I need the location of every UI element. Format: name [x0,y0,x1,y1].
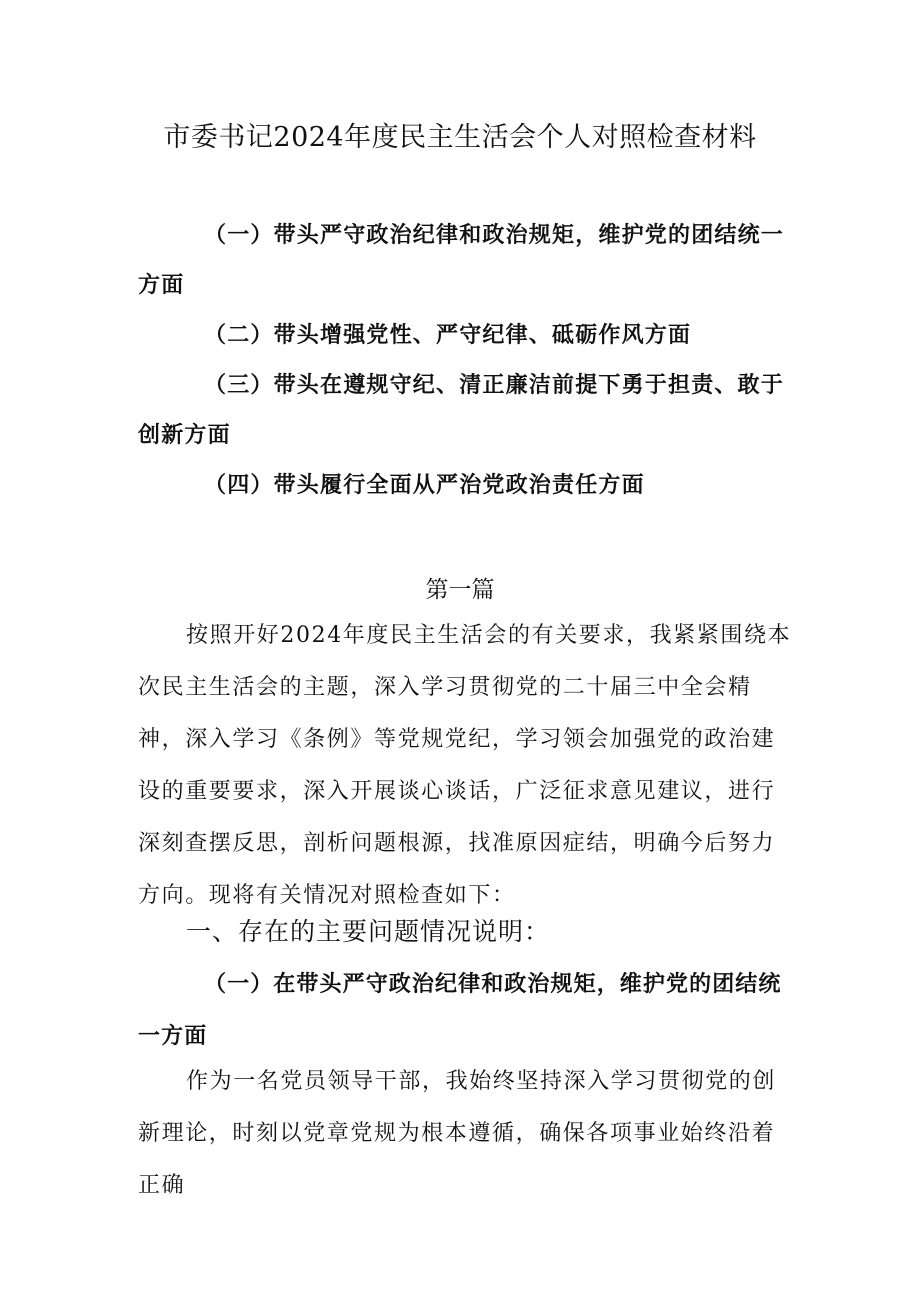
section-title: 第一篇 [425,577,495,603]
outline-item-3: （三）带头在遵规守纪、清正廉洁前提下勇于担责、敢于创新方面 [138,372,785,448]
document-title: 市委书记2024年度民主生活会个人对照检查材料 [163,122,757,153]
subheading-block [138,958,794,1062]
paragraph-2: 作为一名党员领导干部，我始终坚持深入学习贯彻党的创新理论，时刻以党章党规为根本遵循，确保各项事业始终沿着正确 [138,1069,777,1198]
heading-main-issues: 一、存在的主要问题情况说明： [186,917,551,946]
paragraph-2-block [138,1056,798,1212]
outline-list [138,210,794,510]
outline-item-4: （四）带头履行全面从严治党政治责任方面 [204,472,645,498]
outline-item-2: （二）带头增强党性、严守纪律、砥砺作风方面 [204,322,692,348]
intro-paragraph-block [138,610,798,922]
intro-paragraph: 按照开好2024年度民主生活会的有关要求，我紧紧围绕本次民主生活会的主题，深入学习贯彻党的二十届三中全会精神，深入学习《条例》等党规党纪，学习领会加强党的政治建设的重要要求，深入开展谈心谈话，广泛征求意见建议，进行深刻查摆反思，剖析问题根源，找准原因症结，明确今后努力方向。现将有关情况对照检查如下： [138,623,792,908]
outline-item-1: （一）带头严守政治纪律和政治规矩，维护党的团结统一方面 [138,222,785,298]
subheading-political-discipline: （一）在带头严守政治纪律和政治规矩，维护党的团结统一方面 [138,971,782,1049]
